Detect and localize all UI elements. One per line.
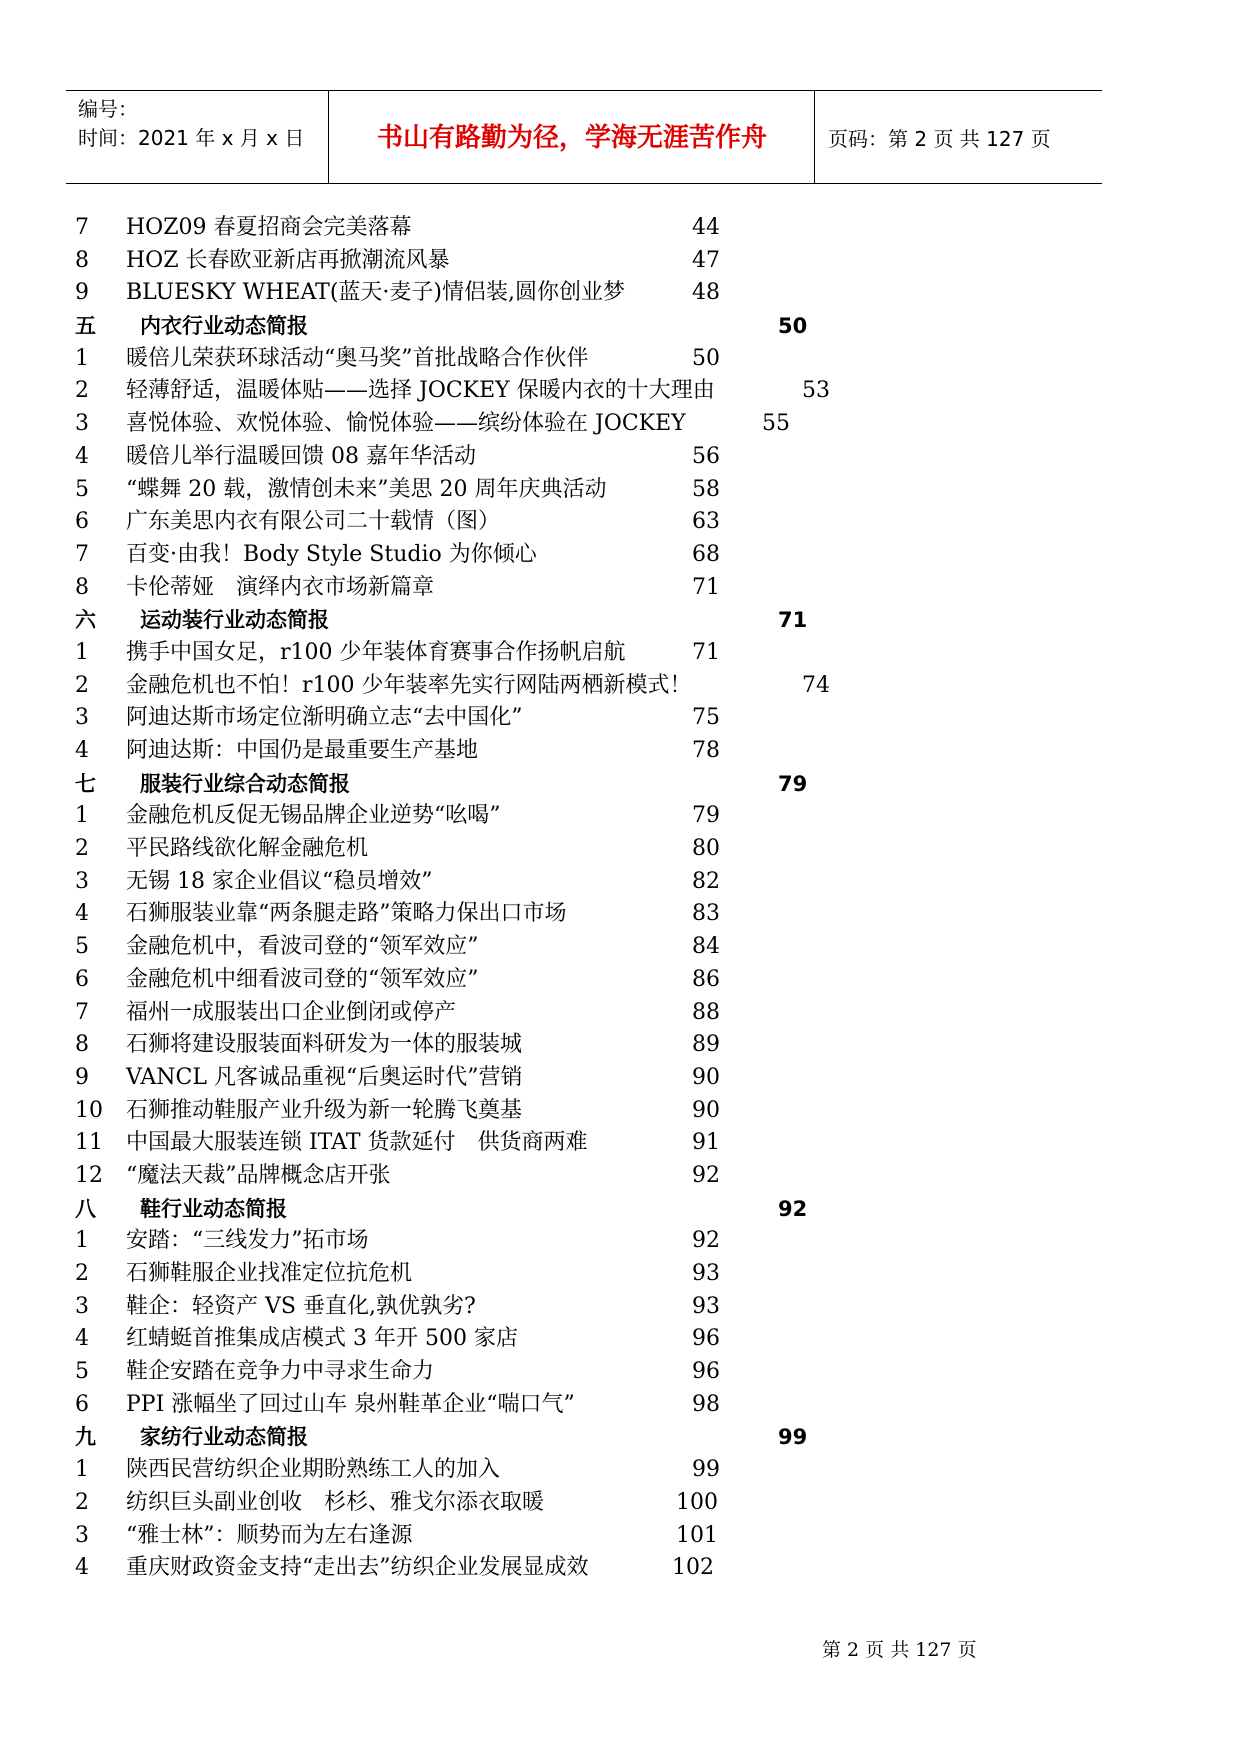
toc-item-row (0, 833, 1241, 866)
toc-entry-number: 6 (75, 509, 89, 535)
toc-item-row (0, 408, 1241, 441)
toc-entry-number: 6 (75, 1391, 89, 1417)
motto-text: 书山有路勤为径，学海无涯苦作舟 (376, 123, 767, 153)
toc-entry-page: 71 (778, 608, 808, 633)
toc-entry-number: 7 (75, 541, 89, 567)
toc-entry-number: 5 (75, 934, 89, 960)
toc-entry-title: 石狮将建设服装面料研发为一体的服装城 (126, 1032, 523, 1058)
toc-entry-title: “蝶舞 20 载，激情创未来”美思 20 周年庆典活动 (126, 476, 607, 502)
toc-entry-number: 五 (75, 314, 96, 339)
toc-item-row (0, 212, 1241, 245)
toc-section-row (0, 768, 1241, 801)
toc-entry-title: 安踏：“三线发力”拓市场 (126, 1228, 369, 1254)
toc-section-row (0, 604, 1241, 637)
toc-entry-title: 金融危机也不怕！r100 少年装率先实行网陆两栖新模式！ (126, 672, 692, 698)
toc-entry-title: 纺织巨头副业创收 杉杉、雅戈尔添衣取暖 (126, 1489, 545, 1515)
toc-entry-title: 家纺行业动态简报 (140, 1425, 308, 1450)
toc-entry-number: 1 (75, 1457, 89, 1483)
toc-entry-page: 83 (692, 901, 720, 927)
toc-entry-number: 7 (75, 215, 89, 240)
toc-entry-number: 6 (75, 966, 89, 992)
toc-entry-number: 3 (75, 868, 89, 894)
toc-entry-number: 3 (75, 1293, 89, 1319)
toc-item-row (0, 1323, 1241, 1356)
toc-entry-page: 71 (692, 639, 720, 665)
toc-entry-number: 10 (75, 1097, 103, 1123)
toc-entry-title: 平民路线欲化解金融危机 (126, 836, 369, 862)
toc-entry-title: 金融危机中，看波司登的“领军效应” (126, 934, 479, 960)
toc-item-row (0, 1389, 1241, 1422)
toc-entry-page: 99 (692, 1457, 720, 1483)
toc-entry-title: “魔法天裁”品牌概念店开张 (126, 1162, 391, 1188)
toc-item-row (0, 1029, 1241, 1062)
toc-entry-title: 鞋行业动态简报 (140, 1196, 287, 1221)
toc-entry-title: 阿迪达斯：中国仍是最重要生产基地 (126, 738, 479, 763)
toc-entry-number: 8 (75, 1032, 89, 1058)
toc-entry-page: 93 (692, 1293, 720, 1319)
table-of-contents (0, 212, 1241, 1585)
toc-entry-page: 101 (676, 1522, 718, 1548)
toc-entry-title: “雅士林”：顺势而为左右逢源 (126, 1522, 413, 1548)
toc-entry-title: 陕西民营纺织企业期盼熟练工人的加入 (126, 1457, 501, 1483)
toc-entry-number: 4 (75, 1555, 89, 1581)
toc-entry-page: 50 (778, 314, 808, 339)
toc-entry-number: 七 (75, 771, 96, 796)
toc-item-row (0, 1127, 1241, 1160)
toc-entry-title: 红蜻蜓首推集成店模式 3 年开 500 家店 (126, 1326, 518, 1352)
toc-entry-number: 3 (75, 1522, 89, 1548)
toc-entry-title: BLUESKY WHEAT(蓝天·麦子)情侣装,圆你创业梦 (126, 280, 625, 306)
toc-entry-page: 96 (692, 1326, 720, 1352)
toc-entry-title: 内衣行业动态简报 (140, 314, 308, 339)
toc-entry-page: 68 (692, 541, 720, 567)
toc-entry-title: 轻薄舒适，温暖体贴——选择 JOCKEY 保暖内衣的十大理由 (126, 378, 715, 404)
toc-entry-number: 4 (75, 738, 89, 763)
toc-entry-page: 75 (692, 705, 720, 731)
toc-entry-title: 暖倍儿举行温暖回馈 08 嘉年华活动 (126, 443, 476, 469)
toc-entry-number: 9 (75, 280, 89, 306)
toc-entry-number: 4 (75, 1326, 89, 1352)
toc-item-row (0, 539, 1241, 572)
toc-item-row (0, 474, 1241, 507)
toc-entry-page: 74 (802, 672, 830, 698)
toc-entry-page: 96 (692, 1359, 720, 1385)
toc-entry-title: 石狮鞋服企业找准定位抗危机 (126, 1261, 413, 1286)
toc-item-row (0, 964, 1241, 997)
toc-entry-number: 3 (75, 705, 89, 731)
toc-entry-number: 2 (75, 1489, 89, 1515)
toc-entry-number: 六 (75, 608, 96, 633)
toc-entry-page: 79 (778, 771, 808, 796)
toc-item-row (0, 898, 1241, 931)
toc-entry-title: 百变·由我！Body Style Studio 为你倾心 (126, 541, 537, 567)
header-info-cell (66, 91, 329, 183)
toc-entry-page: 92 (778, 1196, 808, 1221)
toc-entry-page: 84 (692, 934, 720, 960)
toc-entry-number: 9 (75, 1064, 89, 1090)
toc-entry-title: 广东美思内衣有限公司二十载情（图） (126, 509, 501, 535)
toc-section-row (0, 310, 1241, 343)
toc-entry-title: 石狮服装业靠“两条腿走路”策略力保出口市场 (126, 901, 567, 927)
toc-entry-page: 92 (692, 1228, 720, 1254)
toc-item-row (0, 441, 1241, 474)
header-page-cell (816, 91, 1102, 183)
toc-item-row (0, 1552, 1241, 1585)
toc-entry-number: 7 (75, 999, 89, 1025)
toc-entry-number: 8 (75, 574, 89, 600)
toc-entry-number: 11 (75, 1130, 103, 1156)
toc-item-row (0, 702, 1241, 735)
toc-entry-title: 携手中国女足，r100 少年装体育赛事合作扬帆启航 (126, 639, 626, 665)
toc-entry-title: 重庆财政资金支持“走出去”纺织企业发展显成效 (126, 1555, 589, 1581)
toc-item-row (0, 931, 1241, 964)
toc-entry-page: 50 (692, 345, 720, 371)
toc-entry-title: 石狮推动鞋服产业升级为新一轮腾飞奠基 (126, 1097, 523, 1123)
toc-entry-page: 91 (692, 1130, 720, 1156)
toc-entry-page: 93 (692, 1261, 720, 1286)
page-header (66, 90, 1102, 184)
toc-entry-number: 1 (75, 803, 89, 829)
toc-entry-page: 56 (692, 443, 720, 469)
toc-entry-title: HOZ09 春夏招商会完美落幕 (126, 215, 412, 240)
toc-entry-number: 3 (75, 411, 89, 437)
toc-entry-page: 44 (692, 215, 720, 240)
toc-entry-number: 5 (75, 476, 89, 502)
toc-entry-number: 12 (75, 1162, 103, 1188)
toc-entry-number: 2 (75, 378, 89, 404)
toc-item-row (0, 735, 1241, 768)
toc-section-row (0, 1421, 1241, 1454)
toc-entry-number: 2 (75, 672, 89, 698)
toc-item-row (0, 997, 1241, 1030)
toc-entry-page: 47 (692, 247, 720, 273)
document-time-label: 时间：2021 年 x 月 x 日 (78, 126, 305, 150)
toc-entry-title: 卡伦蒂娅 演绎内衣市场新篇章 (126, 574, 435, 600)
toc-item-row (0, 245, 1241, 278)
toc-entry-page: 55 (762, 411, 790, 437)
toc-entry-page: 89 (692, 1032, 720, 1058)
toc-item-row (0, 1062, 1241, 1095)
toc-entry-number: 八 (75, 1196, 96, 1221)
toc-entry-number: 5 (75, 1359, 89, 1385)
toc-entry-page: 92 (692, 1162, 720, 1188)
toc-entry-title: 福州一成服装出口企业倒闭或停产 (126, 999, 457, 1025)
toc-entry-number: 4 (75, 443, 89, 469)
toc-entry-number: 2 (75, 1261, 89, 1286)
toc-entry-page: 82 (692, 868, 720, 894)
document-number-label: 编号： (78, 97, 138, 121)
toc-item-row (0, 375, 1241, 408)
toc-item-row (0, 1225, 1241, 1258)
toc-entry-number: 1 (75, 1228, 89, 1254)
toc-entry-title: 暖倍儿荣获环球活动“奥马奖”首批战略合作伙伴 (126, 345, 589, 371)
toc-entry-title: VANCL 凡客诚品重视“后奥运时代”营销 (126, 1064, 523, 1090)
toc-entry-number: 1 (75, 639, 89, 665)
toc-entry-title: 无锡 18 家企业倡议“稳员增效” (126, 868, 433, 894)
toc-entry-page: 58 (692, 476, 720, 502)
toc-entry-page: 100 (676, 1489, 718, 1515)
toc-entry-title: 中国最大服装连锁 ITAT 货款延付 供货商两难 (126, 1130, 588, 1156)
header-page-number: 页码：第 2 页 共 127 页 (828, 127, 1051, 151)
toc-entry-page: 78 (692, 738, 720, 763)
toc-entry-page: 90 (692, 1097, 720, 1123)
toc-entry-page: 99 (778, 1425, 808, 1450)
toc-entry-page: 88 (692, 999, 720, 1025)
toc-entry-title: 喜悦体验、欢悦体验、愉悦体验——缤纷体验在 JOCKEY (126, 411, 686, 437)
toc-item-row (0, 1454, 1241, 1487)
toc-item-row (0, 670, 1241, 703)
toc-entry-page: 63 (692, 509, 720, 535)
toc-entry-number: 1 (75, 345, 89, 371)
toc-item-row (0, 1258, 1241, 1291)
toc-entry-page: 53 (802, 378, 830, 404)
toc-item-row (0, 866, 1241, 899)
toc-entry-page: 71 (692, 574, 720, 600)
toc-item-row (0, 637, 1241, 670)
toc-item-row (0, 1487, 1241, 1520)
toc-entry-title: 运动装行业动态简报 (140, 608, 329, 633)
toc-entry-title: 金融危机中细看波司登的“领军效应” (126, 966, 479, 992)
toc-item-row (0, 1356, 1241, 1389)
toc-item-row (0, 572, 1241, 605)
toc-item-row (0, 343, 1241, 376)
toc-entry-title: PPI 涨幅坐了回过山车 泉州鞋革企业“喘口气” (126, 1391, 575, 1417)
toc-section-row (0, 1193, 1241, 1226)
toc-entry-title: 鞋企安踏在竞争力中寻求生命力 (126, 1359, 435, 1385)
toc-entry-page: 90 (692, 1064, 720, 1090)
toc-item-row (0, 1160, 1241, 1193)
toc-entry-number: 九 (75, 1425, 96, 1450)
page-footer: 第 2 页 共 127 页 (822, 1639, 977, 1661)
toc-entry-title: 阿迪达斯市场定位渐明确立志“去中国化” (126, 705, 523, 731)
toc-entry-page: 79 (692, 803, 720, 829)
toc-item-row (0, 506, 1241, 539)
toc-entry-title: 鞋企：轻资产 VS 垂直化,孰优孰劣? (126, 1293, 476, 1319)
toc-item-row (0, 1520, 1241, 1553)
toc-entry-page: 98 (692, 1391, 720, 1417)
toc-entry-title: 金融危机反促无锡品牌企业逆势“吆喝” (126, 803, 501, 829)
toc-entry-number: 4 (75, 901, 89, 927)
toc-item-row (0, 1291, 1241, 1324)
header-motto-cell (330, 91, 815, 183)
toc-entry-title: 服装行业综合动态简报 (140, 771, 350, 796)
toc-entry-page: 86 (692, 966, 720, 992)
toc-entry-number: 2 (75, 836, 89, 862)
toc-entry-number: 8 (75, 247, 89, 273)
toc-entry-page: 48 (692, 280, 720, 306)
toc-entry-page: 80 (692, 836, 720, 862)
toc-item-row (0, 800, 1241, 833)
toc-entry-title: HOZ 长春欧亚新店再掀潮流风暴 (126, 247, 450, 273)
toc-item-row (0, 1095, 1241, 1128)
toc-item-row (0, 277, 1241, 310)
toc-entry-page: 102 (672, 1555, 714, 1581)
